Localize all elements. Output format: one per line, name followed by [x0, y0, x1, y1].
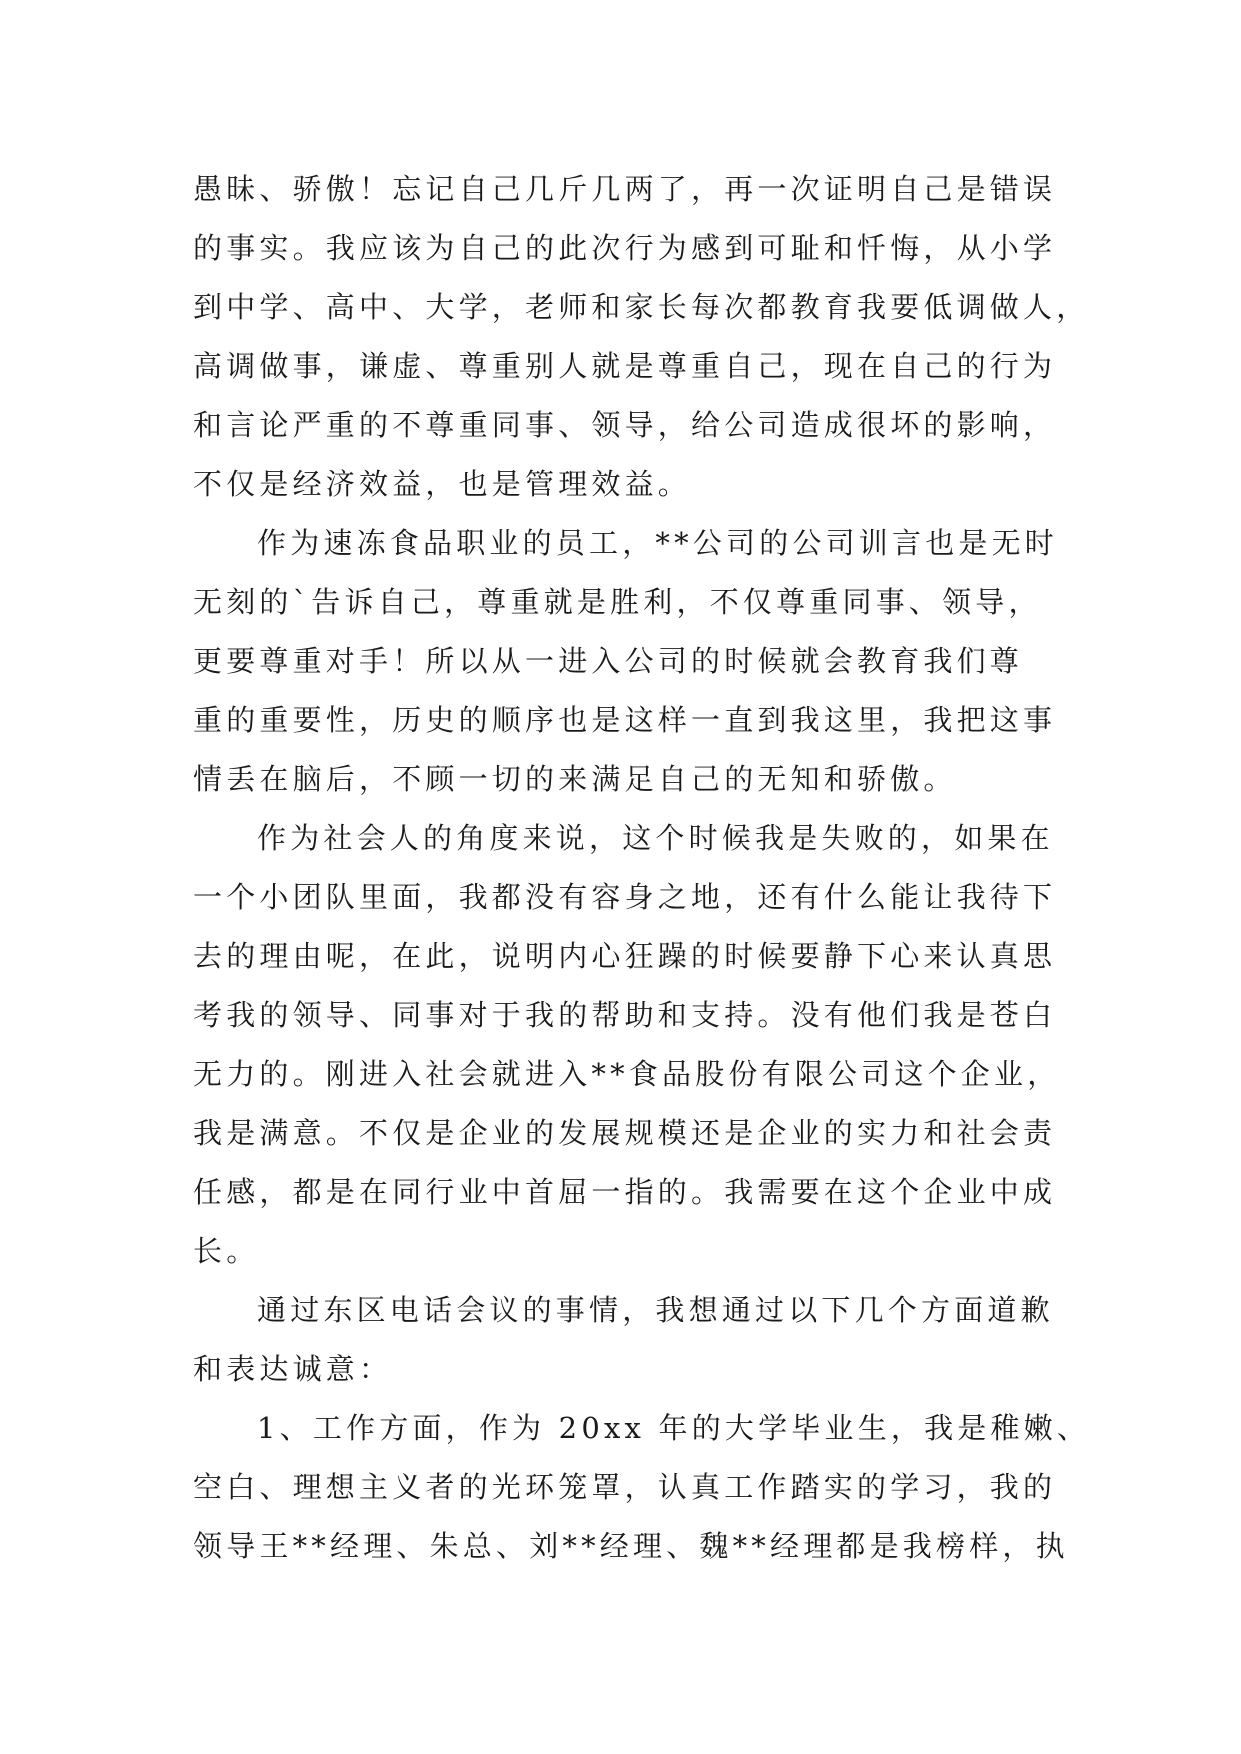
paragraph-first-line: 作为社会人的角度来说，这个时候我是失败的，如果在 — [257, 821, 1054, 855]
text-line: 无力的。刚进入社会就进入**食品股份有限公司这个企业， — [193, 1057, 1061, 1091]
text-line: 领导王**经理、朱总、刘**经理、魏**经理都是我榜样，执 — [193, 1529, 1069, 1563]
text-line: 到中学、高中、大学，老师和家长每次都教育我要低调做人， — [193, 290, 1090, 324]
text-line: 的事实。我应该为自己的此次行为感到可耻和忏悔，从小学 — [193, 231, 1057, 265]
text-line: 和言论严重的不尊重同事、领导，给公司造成很坏的影响， — [193, 408, 1057, 442]
paragraph-first-line: 作为速冻食品职业的员工，**公司的公司训言也是无时 — [257, 526, 1059, 560]
text-line: 愚昧、骄傲！忘记自己几斤几两了，再一次证明自己是错误 — [193, 172, 1057, 206]
text-line: 考我的领导、同事对于我的帮助和支持。没有他们我是苍白 — [193, 998, 1057, 1032]
text-line: 和表达诚意： — [193, 1352, 393, 1386]
text-line: 更要尊重对手！所以从一进入公司的时候就会教育我们尊 — [193, 644, 1024, 678]
paragraph-first-line: 1、工作方面，作为 20xx 年的大学毕业生，我是稚嫩、 — [257, 1411, 1091, 1445]
text-line: 长。 — [193, 1234, 260, 1268]
text-line: 无刻的`告诉自己，尊重就是胜利，不仅尊重同事、领导， — [193, 585, 1042, 619]
text-line: 重的重要性，历史的顺序也是这样一直到我这里，我把这事 — [193, 703, 1057, 737]
text-line: 任感，都是在同行业中首屈一指的。我需要在这个企业中成 — [193, 1175, 1057, 1209]
text-line: 一个小团队里面，我都没有容身之地，还有什么能让我待下 — [193, 880, 1057, 914]
text-line: 高调做事，谦虚、尊重别人就是尊重自己，现在自己的行为 — [193, 349, 1057, 383]
body-text — [193, 160, 1091, 1576]
text-line: 不仅是经济效益，也是管理效益。 — [193, 467, 692, 501]
text-line: 空白、理想主义者的光环笼罩，认真工作踏实的学习，我的 — [193, 1470, 1057, 1504]
text-line: 去的理由呢，在此，说明内心狂躁的时候要静下心来认真思 — [193, 939, 1057, 973]
paragraph-first-line: 通过东区电话会议的事情，我想通过以下几个方面道歉 — [257, 1293, 1054, 1327]
text-line: 情丢在脑后，不顾一切的来满足自己的无知和骄傲。 — [193, 762, 957, 796]
text-line: 我是满意。不仅是企业的发展规模还是企业的实力和社会责 — [193, 1116, 1057, 1150]
